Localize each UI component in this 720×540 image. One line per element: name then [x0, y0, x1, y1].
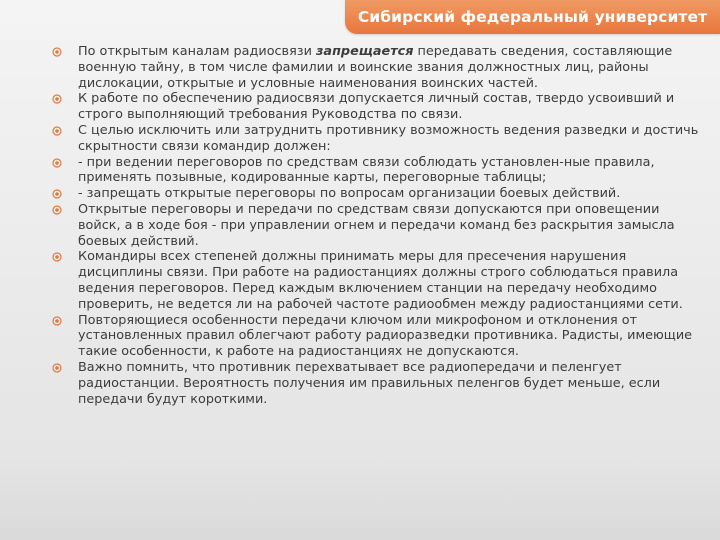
- bullet-text-lead: По открытым каналам радиосвязи: [78, 44, 316, 59]
- bullet-item: [52, 360, 702, 407]
- circle-dot-bullet-icon: [52, 47, 62, 57]
- circle-dot-bullet-icon: [52, 126, 62, 136]
- bullet-text: - запрещать открытые переговоры по вопросам организации боевых действий.: [78, 186, 621, 202]
- circle-dot-bullet-icon: [52, 189, 62, 199]
- circle-dot-bullet-icon: [52, 363, 62, 373]
- university-title: Сибирский федеральный университет: [357, 8, 708, 26]
- bullet-text: Командиры всех степеней должны принимать меры для пресечения нарушения дисциплины связи. При работе на радиостанциях должны строго соблюдаться правила ведения переговоров. Перед каждым включением станции на передачу необходимо проверить, не ведется ли на рабочей частоте радиообмен между радиостанциями сети.: [78, 249, 683, 312]
- circle-dot-bullet-icon: [52, 94, 62, 104]
- circle-dot-bullet-icon: [52, 205, 62, 215]
- bullet-item: [52, 186, 702, 202]
- bullet-list: [52, 44, 702, 407]
- bullet-item: [52, 155, 702, 187]
- bullet-item: [52, 202, 702, 249]
- bullet-text-emphasis: запрещается: [316, 44, 414, 59]
- circle-dot-bullet-icon: [52, 158, 62, 168]
- bullet-text: К работе по обеспечению радиосвязи допускается личный состав, твердо усвоивший и строго выполняющий требования Руководства по связи.: [78, 91, 675, 123]
- slide-content: [52, 44, 702, 407]
- bullet-item: [52, 313, 702, 360]
- bullet-item: [52, 91, 702, 123]
- header-banner: [345, 0, 720, 34]
- background-shade: [0, 460, 720, 540]
- bullet-text: Повторяющиеся особенности передачи ключом или микрофоном и отклонения от установленных правил облегчают работу радиоразведки противника. Радисты, имеющие такие особенности, к работе на радиостанциях не допускаются.: [78, 312, 693, 360]
- bullet-text: С целью исключить или затруднить противнику возможность ведения разведки и достичь скрытности связи командир должен:: [78, 122, 699, 154]
- bullet-text-rest: передавать сведения, составляющие военную тайну, в том числе фамилии и воинские звания должностных лиц, районы дислокации, открытые и условные наименования воинских частей.: [78, 44, 673, 91]
- bullet-text: Открытые переговоры и передачи по средствам связи допускаются при оповещении войск, а в ходе боя - при управлении огнем и передачи команд без раскрытия замысла боевых действий.: [78, 201, 675, 249]
- bullet-text: - при ведении переговоров по средствам связи соблюдать установлен-ные правила, применять позывные, кодированные карты, переговорные таблицы;: [78, 154, 655, 186]
- bullet-item: [52, 44, 702, 91]
- circle-dot-bullet-icon: [52, 316, 62, 326]
- circle-dot-bullet-icon: [52, 252, 62, 262]
- bullet-text: Важно помнить, что противник перехватывает все радиопередачи и пеленгует радиостанции. Вероятность получения им правильных пеленгов будет меньше, если передачи будут короткими.: [78, 359, 661, 407]
- bullet-item: [52, 123, 702, 155]
- bullet-item: [52, 249, 702, 312]
